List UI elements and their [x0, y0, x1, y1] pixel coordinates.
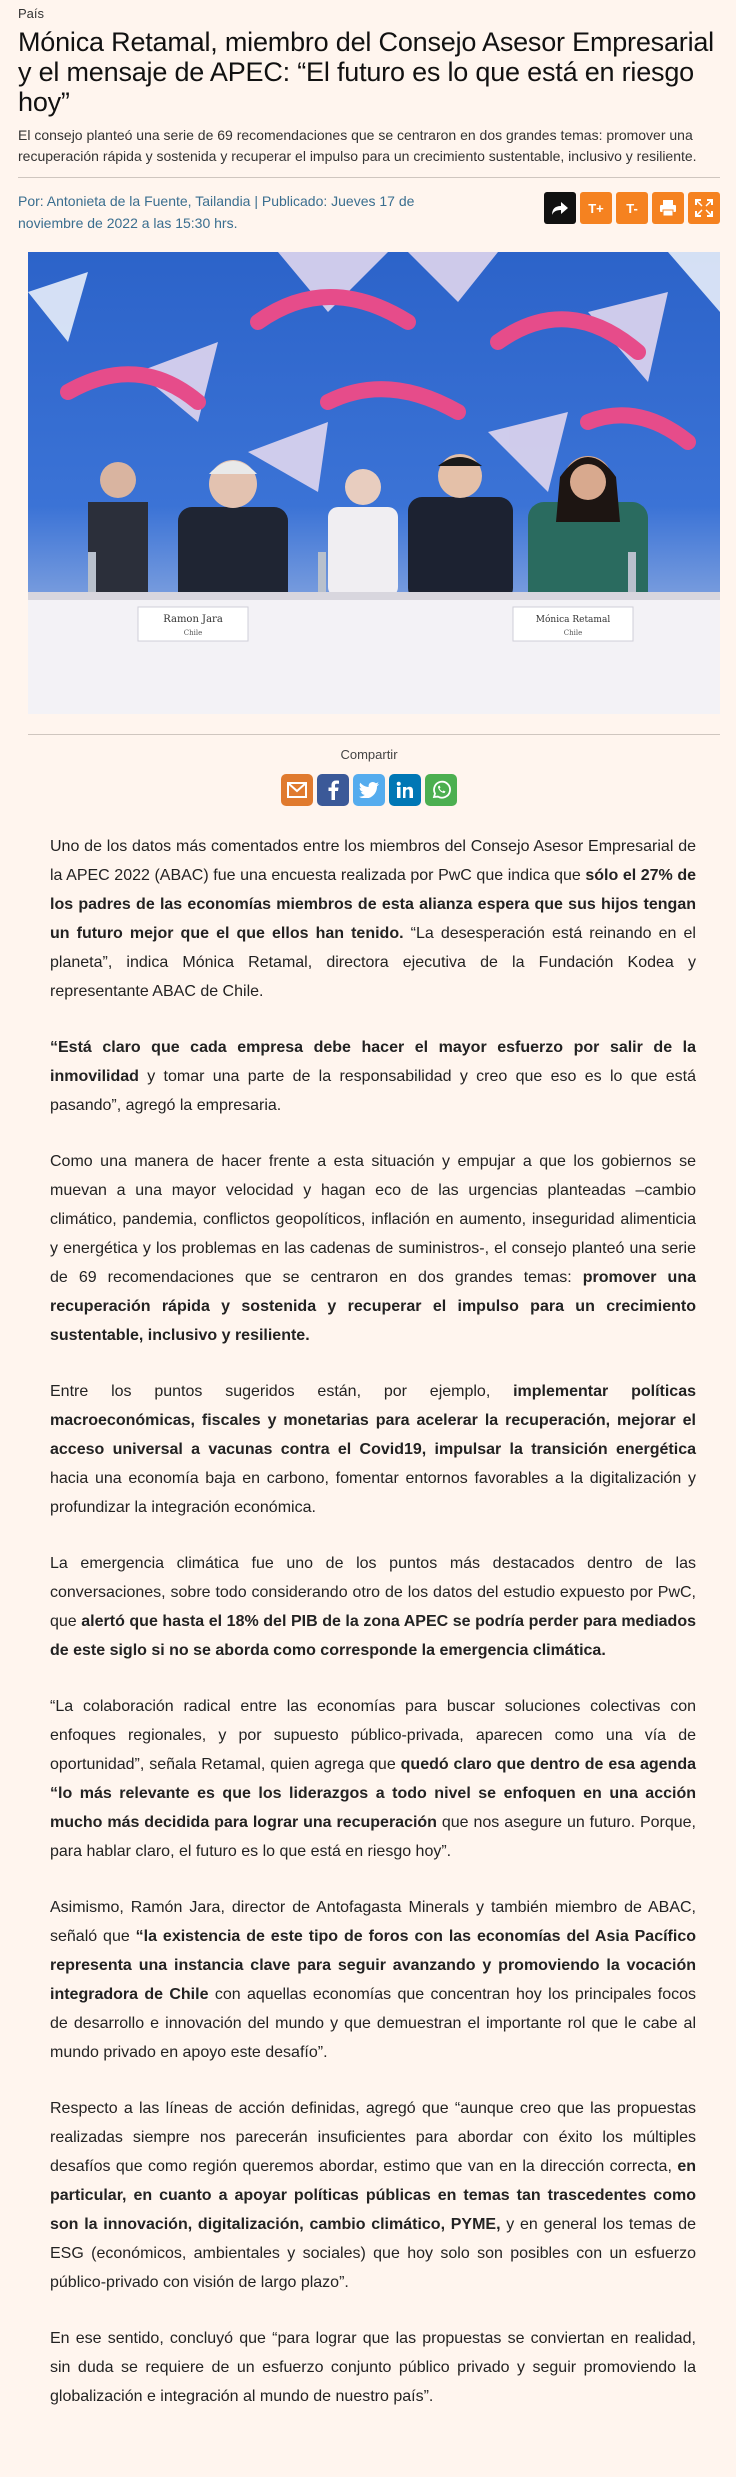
paragraph-text: “La colaboración radical entre las economías para buscar soluciones colectivas con enfoques regionales, y por supuesto público-privada, aparecen como una vía de oportunidad”, señala Retamal, quien agrega que — [50, 1698, 696, 1773]
subtitle: El consejo planteó una serie de 69 recomendaciones que se centraron en dos grandes temas: promover una recuperación rápida y sostenida y recuperar el impulso para un crecimiento sustentable, inclusivo y resiliente. — [18, 127, 697, 164]
placard-left-country: Chile — [183, 629, 203, 637]
paragraph-bold-text: promover una recuperación rápida y sostenida y recuperar el impulso para un crecimiento sustentable, inclusivo y resiliente. — [50, 1269, 696, 1344]
paragraph-bold-text: “la existencia de este tipo de foros con las economías del Asia Pacífico representa una instancia clave para seguir avanzando y promoviendo la vocación integradora de Chile — [50, 1928, 696, 2003]
paragraph-text: que nos asegure un futuro. Porque, para hablar claro, el futuro es lo que está en riesgo hoy”. — [50, 1814, 696, 1860]
print-icon[interactable] — [652, 192, 684, 224]
divider — [18, 177, 720, 178]
paragraph-text: “La desesperación está reinando en el planeta”, indica Mónica Retamal, directora ejecutiva de la Fundación Kodea y representante ABAC de Chile. — [50, 925, 696, 1000]
byline-row — [18, 190, 720, 234]
paragraph-text: Uno de los datos más comentados entre los miembros del Consejo Asesor Empresarial de la APEC 2022 (ABAC) fue una encuesta realizada por PwC que indica que — [50, 838, 696, 884]
article-body — [18, 806, 720, 2411]
facebook-icon[interactable] — [317, 774, 349, 806]
placard-left-name: Ramon Jara — [163, 614, 223, 625]
article-paragraph — [50, 832, 696, 1006]
article-paragraph — [50, 1033, 696, 1120]
article-photo — [28, 252, 720, 714]
article-paragraph — [50, 1692, 696, 1866]
paragraph-text: con aquellas economías que concentran hoy los principales focos de desarrollo e innovación del mundo y que demuestran el importante rol que le cabe al mundo privado en apoyo este desafío”. — [50, 1986, 696, 2061]
whatsapp-icon[interactable] — [425, 774, 457, 806]
fullscreen-icon[interactable] — [688, 192, 720, 224]
share-label: Compartir — [340, 747, 398, 762]
article-paragraph — [50, 1549, 696, 1665]
font-decrease-button[interactable]: T- — [616, 192, 648, 224]
article-tools — [544, 192, 720, 224]
email-icon[interactable] — [281, 774, 313, 806]
page-title: Mónica Retamal, miembro del Consejo Asesor Empresarial y el mensaje de APEC: “El futuro es lo que está en riesgo hoy” — [18, 27, 714, 117]
share-arrow-icon[interactable] — [544, 192, 576, 224]
paragraph-text: y tomar una parte de la responsabilidad y creo que eso es lo que está pasando”, agregó la empresaria. — [50, 1068, 696, 1114]
article-paragraph — [50, 1377, 696, 1522]
paragraph-bold-text: implementar políticas macroeconómicas, fiscales y monetarias para acelerar la recuperación, mejorar el acceso universal a vacunas contra el Covid19, impulsar la transición energética — [50, 1383, 696, 1458]
section-label[interactable]: País — [18, 6, 45, 21]
article-paragraph — [50, 1147, 696, 1350]
photo-container — [28, 252, 720, 735]
paragraph-text: Asimismo, Ramón Jara, director de Antofagasta Minerals y también miembro de ABAC, señaló que — [50, 1899, 696, 1945]
paragraph-bold-text: “Está claro que cada empresa debe hacer el mayor esfuerzo por salir de la inmovilidad — [50, 1039, 696, 1085]
paragraph-bold-text: en particular, en cuanto a apoyar políticas públicas en temas tan trascedentes como son la innovación, digitalización, cambio climático, PYME, — [50, 2158, 696, 2233]
font-increase-button[interactable]: T+ — [580, 192, 612, 224]
placard-right-country: Chile — [563, 629, 583, 637]
twitter-icon[interactable] — [353, 774, 385, 806]
paragraph-text: hacia una economía baja en carbono, fomentar entornos favorables a la digitalización y profundizar la integración económica. — [50, 1470, 696, 1516]
paragraph-text: Como una manera de hacer frente a esta situación y empujar a que los gobiernos se muevan a una mayor velocidad y hagan eco de las urgencias planteadas –cambio climático, pandemia, conflictos geopolíticos, inflación en aumento, inseguridad alimenticia y energética y los problemas en las cadenas de suministros-, el consejo planteó una serie de 69 recomendaciones que se centraron en dos grandes temas: — [50, 1153, 696, 1286]
share-icons — [18, 774, 720, 806]
paragraph-bold-text: alertó que hasta el 18% del PIB de la zona APEC se podría perder para mediados de este siglo si no se aborda como corresponde la emergencia climática. — [50, 1613, 697, 1659]
linkedin-icon[interactable] — [389, 774, 421, 806]
byline: Por: Antonieta de la Fuente, Tailandia | Publicado: Jueves 17 de noviembre de 2022 a las 15:30 hrs. — [18, 193, 415, 231]
paragraph-bold-text: quedó claro que dentro de esa agenda “lo más relevante es que los liderazgos a todo nivel se enfoquen en una acción mucho más decidida para lograr una recuperación — [50, 1756, 696, 1831]
article-paragraph — [50, 2094, 696, 2297]
paragraph-text: La emergencia climática fue uno de los puntos más destacados dentro de las conversaciones, sobre todo considerando otro de los datos del estudio expuesto por PwC, que — [50, 1555, 696, 1630]
paragraph-text: En ese sentido, concluyó que “para lograr que las propuestas se conviertan en realidad, sin duda se requiere de un esfuerzo conjunto público privado y seguir promoviendo la globalización e integración al mundo de nuestro país”. — [50, 2330, 696, 2405]
paragraph-bold-text: sólo el 27% de los padres de las economías miembros de esta alianza espera que sus hijos tengan un futuro mejor que el que ellos han tenido. — [50, 867, 697, 942]
paragraph-text: y en general los temas de ESG (económicos, ambientales y sociales) que hoy solo son posibles con un esfuerzo público-privado con visión de largo plazo”. — [50, 2216, 696, 2291]
article-paragraph — [50, 1893, 696, 2067]
paragraph-text: Respecto a las líneas de acción definidas, agregó que “aunque creo que las propuestas realizadas siempre nos parecerán insuficientes para abordar con éxito los múltiples desafíos que como región queremos abordar, estimo que van en la dirección correcta, — [50, 2100, 696, 2175]
placard-right-name: Mónica Retamal — [535, 615, 611, 625]
paragraph-text: Entre los puntos sugeridos están, por ejemplo, — [50, 1383, 514, 1400]
article-paragraph — [50, 2324, 696, 2411]
